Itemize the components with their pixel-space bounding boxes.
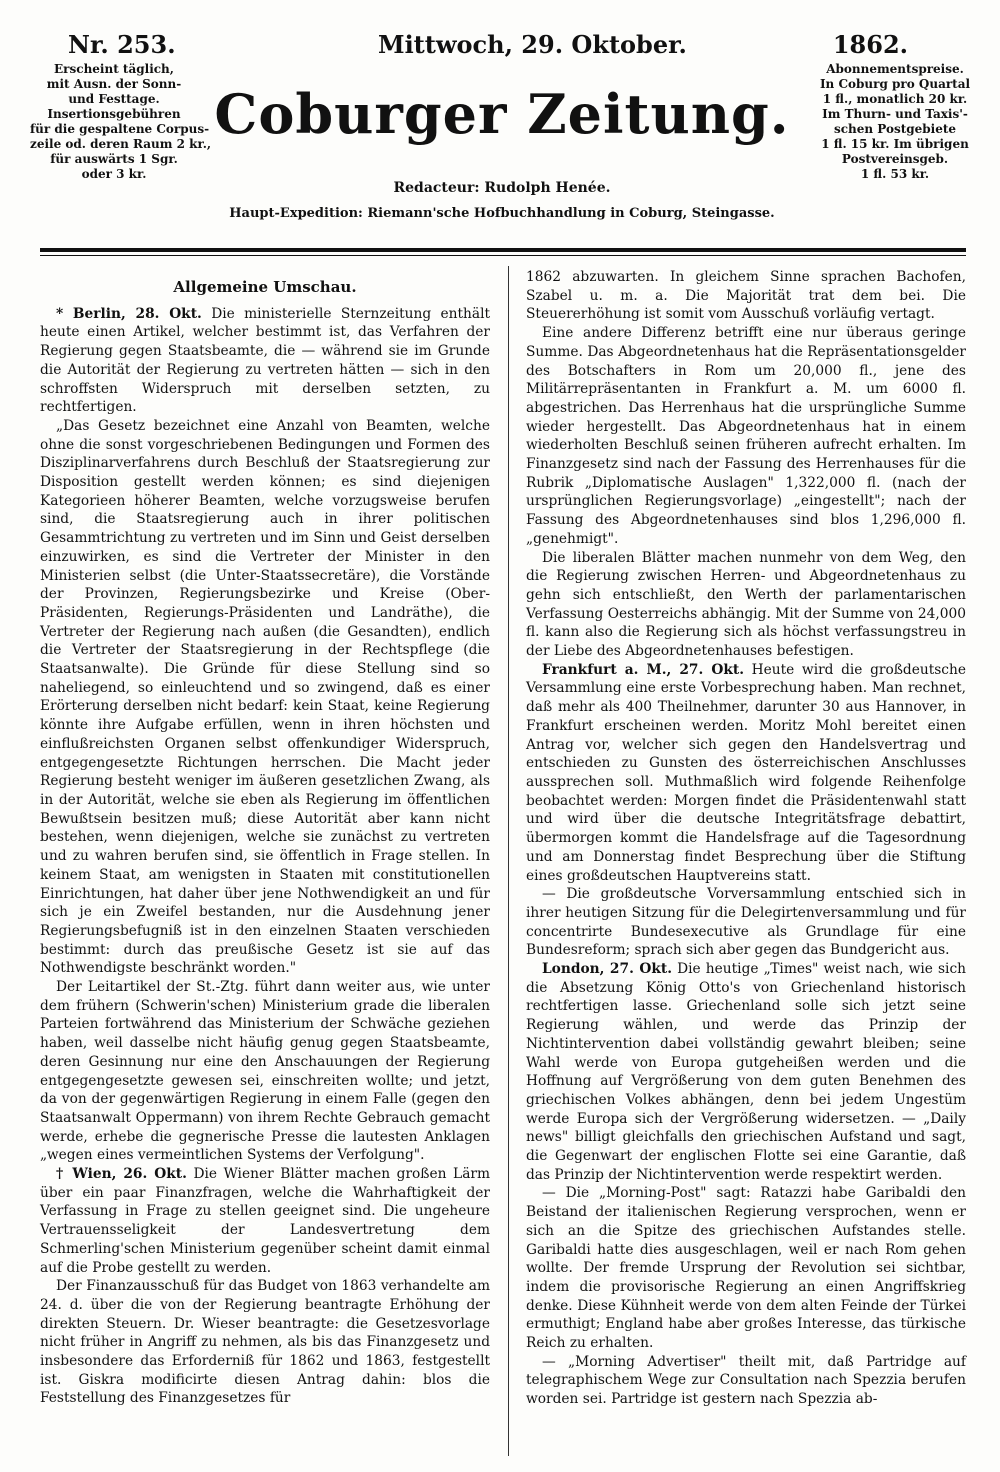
paragraph-text: Die Wiener Blätter machen großen Lärm über ein paar Finanzfragen, welche die Wahrhaftigkeit der Verfassung in Frage zu stellen geeignet sind. Die ungeheure Vertrauensseligkeit der Landesvertretung dem Schmerling'schen Ministerium gegenüber scheint damit einmal auf die Probe gestellt zu werden. bbox=[40, 1166, 490, 1276]
left-column bbox=[40, 274, 490, 1408]
paragraph-text: Die heutige „Times" weist nach, wie sich die Absetzung König Otto's von Griechenland historisch rechtfertigen lasse. Griechenland solle sich jetzt seine Regierung wählen, und werde das Prinzip der Nichtintervention dabei vollständig gewahrt bleiben; seine Wahl werde von Europa gutgeheißen werden und die Hoffnung auf Vergrößerung von dem guten Benehmen des griechischen Volkes abhängen, denn bei jedem Ungestüm werde Europa sich der Vergrößerung widersetzen. — „Daily news" billigt gleichfalls den griechischen Aufstand und sagt, die Gegenwart der englischen Flotte sei eine Garantie, daß das Prinzip der Nichtintervention werde respektirt werden. bbox=[526, 961, 967, 1183]
notice-line: In Coburg pro Quartal bbox=[819, 77, 971, 91]
article-paragraph: 1862 abzuwarten. In gleichem Sinne sprachen Bachofen, Szabel u. m. a. Die Majorität trat dem bei. Die Steuererhöhung ist somit vom Ausschuß vorläufig vertagt. bbox=[526, 269, 966, 323]
issue-year: 1862. bbox=[832, 30, 908, 59]
notice-line: zeile od. deren Raum 2 kr., bbox=[30, 137, 212, 151]
right-column bbox=[526, 268, 966, 1409]
paragraph-text: Die ministerielle Sternzeitung enthält heute einen Artikel, welcher bestimmt ist, das Verfahren der Regierung gegen Staatsbeamte, die — während sie im Grunde die Autorität der Regierung zu vertreten hätten — sich in den schroffsten Widerspruch mit derselben setzten, zu rechtfertigen. bbox=[40, 305, 491, 416]
dateline: Frankfurt a. M., 27. Okt. bbox=[542, 661, 744, 678]
masthead-top-line bbox=[68, 30, 908, 60]
article-paragraph: — „Morning Advertiser" theilt mit, daß Partridge auf telegraphischem Wege zur Consultation nach Spezzia berufen worden sei. Partridge ist gestern nach Spezzia ab- bbox=[526, 1353, 966, 1408]
subscription-notice-left bbox=[30, 62, 212, 182]
notice-line: mit Ausn. der Sonn- bbox=[46, 77, 182, 91]
subscription-notice-right bbox=[800, 62, 990, 182]
notice-line: für auswärts 1 Sgr. bbox=[50, 152, 178, 166]
issue-date: Mittwoch, 29. Oktober. bbox=[378, 30, 687, 59]
notice-line: Im Thurn- und Taxis'- bbox=[822, 107, 968, 121]
notice-line: Erscheint täglich, bbox=[54, 62, 174, 76]
section-title: Allgemeine Umschau. bbox=[173, 278, 357, 296]
notice-line: oder 3 kr. bbox=[81, 167, 147, 181]
article-paragraph: Eine andere Differenz betrifft eine nur überaus geringe Summe. Das Abgeordnetenhaus hat die Repräsentationsgelder des Botschafters in Rom um 20,000 fl., jene des Militärrepräsentanten in Frankfurt a. M. um 6000 fl. abgestrichen. Das Herrenhaus hat die ursprüngliche Summe wieder hergestellt. Das Abgeordnetenhaus hat in einem wiederholten Beschluß seinen früheren aufrecht erhalten. Im Finanzgesetz sind nach der Fassung des Herrenhauses für die Rubrik „Diplomatische Auslagen" 1,322,000 fl. (nach der ursprünglichen Regierungsvorlage) „eingestellt"; nach der Fassung des Abgeordnetenhauses sind blos 1,296,000 fl. „genehmigt". bbox=[526, 325, 966, 547]
newspaper-title: Coburger Zeitung. bbox=[214, 82, 790, 146]
masthead-rule bbox=[40, 248, 966, 252]
notice-line: Postvereinsgeb. bbox=[841, 152, 949, 166]
notice-line: Insertionsgebühren bbox=[47, 107, 181, 121]
column-divider bbox=[508, 266, 509, 1456]
notice-line: und Festtage. bbox=[68, 92, 160, 106]
notice-line: Abonnementspreise. bbox=[826, 62, 964, 76]
article-paragraph: — Die großdeutsche Vorversammlung entschied sich in ihrer heutigen Sitzung für die Delegirtenversammlung und für concentrirte Bundesexecutive als Grundlage für eine Bundesreform; sprach sich aber gegen das Bundgericht aus. bbox=[526, 886, 966, 959]
article-paragraph bbox=[526, 960, 966, 1184]
article-paragraph bbox=[526, 661, 966, 885]
notice-line: 1 fl. 53 kr. bbox=[860, 167, 930, 181]
article-paragraph: „Das Gesetz bezeichnet eine Anzahl von Beamten, welche ohne die sonst vorgeschriebenen Bedingungen und Formen des Disziplinarverfahrens durch Beschluß der Staatsregierung zur Disposition gestellt werden können; es sind diejenigen Kategorieen höherer Beamten, welche vorzugsweise berufen sind, die Staatsregierung auch in ihrer politischen Gesammtrichtung zu vertreten und im Sinn und Geist derselben einzuwirken, es sind die Vertreter der Minister in den Ministerien selbst (die Unter-Staatssecretäre), die Vorstände der Provinzen, Regierungsbezirke und Kreise (Ober-Präsidenten, Regierungs-Präsidenten und Landräthe), die Vertreter der Regierung nach außen (die Gesandten), endlich die Vertreter der Staatsregierung in der Rechtspflege (die Staatsanwalte). Die Gründe für diese Stellung sind so naheliegend, so einleuchtend und so zwingend, daß es einer Erörterung derselben nicht bedarf: kein Staat, keine Regierung könnte ihre Aufgabe erfüllen, wenn in ihren höchsten und einflußreichsten Organen selbst offenkundiger Widerspruch, entgegengesetzte Richtungen herrschen. Die Macht jeder Regierung besteht weniger im äußeren gesetzlichen Zwang, als in der Autorität, welche sie eben als Regierung im öffentlichen Bewußtsein besitzen muß; diese Autorität aber kann nicht bestehen, wenn diejenigen, welche sie zunächst zu vertreten und zu wahren berufen sind, sie öffentlich in Frage stellen. In keinem Staat, am wenigsten in Staaten mit constitutionellen Einrichtungen, hat daher über jene Nothwendigkeit an und für sich je ein Zweifel bestanden, nur die Ausdehnung jener Regierungsbefugniß ist in den einzelnen Staaten verschieden bestimmt: durch das preußische Gesetz ist sie auf das Nothwendigste beschränkt worden." bbox=[40, 417, 490, 977]
article-paragraph bbox=[40, 1165, 490, 1277]
article-paragraph bbox=[40, 305, 490, 417]
article-paragraph: Der Leitartikel der St.-Ztg. führt dann weiter aus, wie unter dem frühern (Schwerin'schen) Ministerium grade die liberalen Parteien fortwährend das Ministerium der Schwäche geziehen haben, weil dasselbe nicht häufig genug gegen Staatsbeamte, deren Gesinnung nur eine den Anschauungen der Regierung entgegengesetzte gewesen sei, einschreiten wollte; und jetzt, da von der gegenwärtigen Regierung in einem Falle (gegen den Staatsanwalt Oppermann) von ihrem Rechte Gebrauch gemacht werde, erhebe die gegnerische Presse die lautesten Anklagen „wegen eines vermeintlichen Systems der Verfolgung". bbox=[40, 979, 490, 1164]
notice-line: schen Postgebiete bbox=[833, 122, 957, 136]
notice-line: für die gespaltene Corpus- bbox=[30, 122, 210, 136]
notice-line: 1 fl., monatlich 20 kr. bbox=[822, 92, 968, 106]
article-paragraph: Die liberalen Blätter machen nunmehr von dem Weg, den die Regierung zwischen Herren- und Abgeordnetenhaus zu gehn sich entschließt, den Werth der parlamentarischen Verfassung Oesterreichs abhängig. Mit der Summe von 24,000 fl. kann also die Regierung sich als höchst verfassungstreu in der Liebe des Abgeordnetenhauses befestigen. bbox=[526, 549, 966, 660]
notice-line: 1 fl. 15 kr. Im übrigen bbox=[821, 137, 969, 151]
article-paragraph: — Die „Morning-Post" sagt: Ratazzi habe Garibaldi den Beistand der italienischen Regierung versprochen, wenn er sich an die Spitze des griechischen Aufstandes stelle. Garibaldi hatte dies ausgeschlagen, weil er nach Rom gehen wollte. Der fremde Ursprung der Revolution sei sichtbar, indem die provisorische Regierung an einen Angriffskrieg denke. Diese Kühnheit werde von dem alten Feinde der Türkei ermuthigt; England habe aber großes Interesse, das türkische Reich zu erhalten. bbox=[526, 1185, 966, 1352]
dateline: * Berlin, 28. Okt. bbox=[56, 305, 202, 322]
expedition-line: Haupt-Expedition: Riemann'sche Hofbuchhandlung in Coburg, Steingasse. bbox=[229, 206, 775, 221]
dateline: London, 27. Okt. bbox=[542, 961, 673, 978]
paragraph-text: Heute wird die großdeutsche Versammlung eine erste Vorbesprechung haben. Man rechnet, daß mehr als 400 Theilnehmer, darunter 30 aus Hannover, in Frankfurt erscheinen werden. Moritz Mohl bereitet einen Antrag vor, welcher sich gegen den Handelsvertrag und entschieden zu Gunsten des österreichischen Anschlusses aussprechen soll. Muthmaßlich wird folgende Reihenfolge beobachtet werden: Morgen findet die Präsidentenwahl statt und wird über die deutsche Integritätsfrage debattirt, übermorgen kommt die Handelsfrage auf die Tagesordnung und am Donnerstag findet Besprechung über die Stiftung eines großdeutschen Hauptvereins statt. bbox=[526, 661, 966, 884]
issue-number: Nr. 253. bbox=[68, 30, 176, 59]
article-paragraph: Der Finanzausschuß für das Budget von 1863 verhandelte am 24. d. über die von der Regierung beantragte Erhöhung der direkten Steuern. Dr. Wieser beantragte: die Gesetzesvorlage nicht früher in Angriff zu nehmen, als bis das Finanzgesetz und insbesondere das Erforderniß für 1862 und 1863, festgestellt ist. Giskra modificirte diesen Antrag dahin: blos die Feststellung des Finanzgesetzes für bbox=[40, 1278, 490, 1407]
masthead-rule-thin bbox=[40, 255, 966, 256]
dateline: † Wien, 26. Okt. bbox=[56, 1166, 187, 1183]
editor-line: Redacteur: Rudolph Henée. bbox=[393, 180, 611, 196]
